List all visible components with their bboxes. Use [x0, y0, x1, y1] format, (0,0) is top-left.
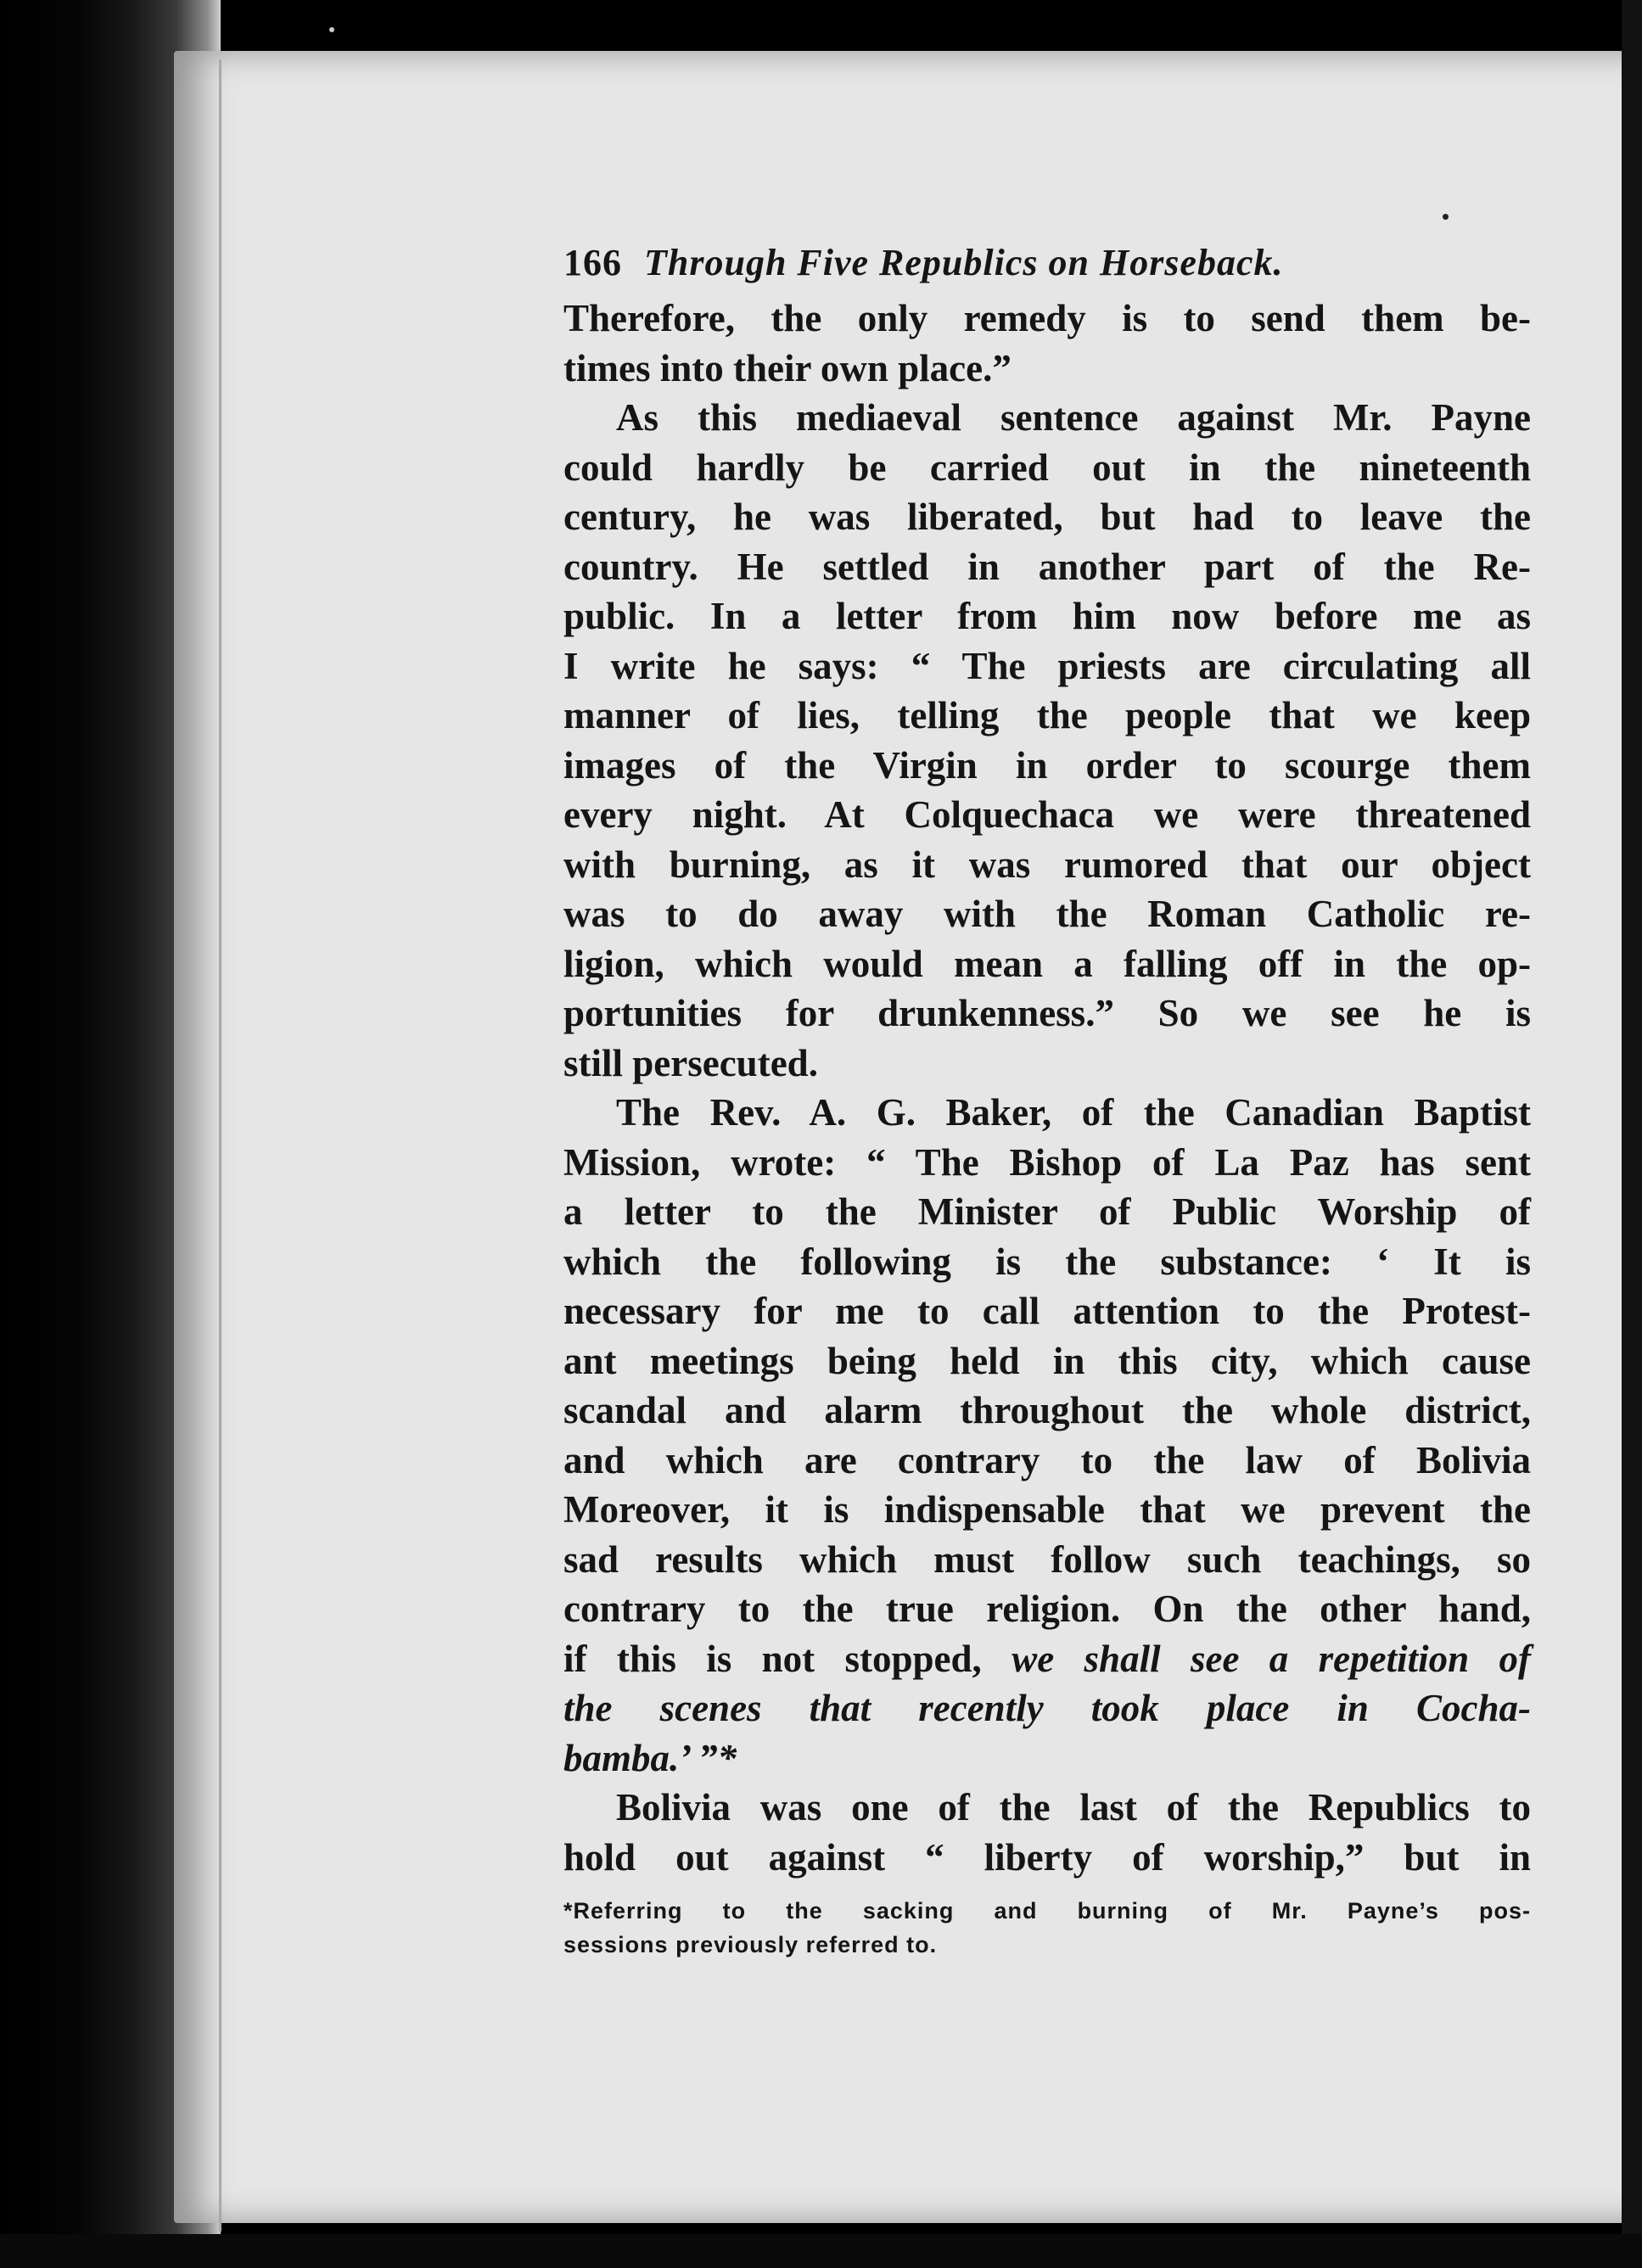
text-line [563, 790, 1531, 840]
line-text: ligion, which would mean a falling off in the op- [563, 942, 1531, 985]
running-header [563, 238, 1531, 294]
line-text: public. In a letter from him now before me as [563, 595, 1531, 637]
text-line [563, 1386, 1531, 1436]
text-line [563, 1683, 1531, 1733]
footnote [563, 1894, 1531, 1962]
line-text: necessary for me to call attention to the Protest- [563, 1290, 1531, 1332]
text-line [563, 1634, 1531, 1684]
text-line [563, 1088, 1531, 1138]
line-text: if this is not stopped, [563, 1637, 1012, 1680]
line-text-italic: we shall see a repetition of [1012, 1637, 1531, 1680]
line-text: every night. At Colquechaca we were threatened [563, 793, 1531, 836]
footnote-line: sessions previously referred to. [563, 1932, 938, 1957]
line-text: contrary to the true religion. On the other hand, [563, 1588, 1531, 1630]
line-text: still persecuted. [563, 1041, 818, 1084]
text-line [563, 1237, 1531, 1287]
text-line [563, 1138, 1531, 1188]
line-text: manner of lies, telling the people that we keep [563, 694, 1531, 736]
footnote-line: *Referring to the sacking and burning of Mr. Payne’s pos- [563, 1898, 1531, 1924]
line-text: ant meetings being held in this city, which cause [563, 1339, 1531, 1382]
text-line [563, 591, 1531, 641]
line-text: Mission, wrote: “ The Bishop of La Paz has sent [563, 1140, 1531, 1184]
running-title: Through Five Republics on Horseback. [644, 242, 1284, 283]
text-line [563, 344, 1531, 394]
text-line [563, 1535, 1531, 1585]
line-text: could hardly be carried out in the nineteenth [563, 445, 1531, 489]
line-text: The Rev. A. G. Baker, of the Canadian Baptist [616, 1091, 1531, 1134]
text-line [563, 1187, 1531, 1237]
text-line [563, 1783, 1531, 1833]
text-line [563, 1584, 1531, 1634]
line-text: Moreover, it is indispensable that we prevent the [563, 1488, 1531, 1531]
text-line [563, 294, 1531, 344]
line-text: scandal and alarm throughout the whole district, [563, 1389, 1531, 1431]
line-text: sad results which must follow such teachings, so [563, 1537, 1531, 1581]
body-text [563, 294, 1531, 1882]
line-text: I write he says: “ The priests are circulating all [563, 644, 1531, 687]
line-text: images of the Virgin in order to scourge them [563, 743, 1531, 787]
dust-speck [1443, 214, 1449, 220]
line-text: was to do away with the Roman Catholic re- [563, 893, 1531, 935]
text-line [563, 1733, 1531, 1784]
line-text: century, he was liberated, but had to leave the [563, 496, 1531, 538]
text-line [563, 393, 1531, 443]
text-line [563, 1833, 1531, 1883]
scan-right-border [1622, 0, 1642, 2268]
text-line [563, 492, 1531, 542]
text-line [563, 840, 1531, 890]
line-text: and which are contrary to the law of Bolivia [563, 1438, 1531, 1481]
text-line [563, 988, 1531, 1039]
line-text: a letter to the Minister of Public Worship of [563, 1190, 1531, 1233]
line-text: Bolivia was one of the last of the Republics to [616, 1786, 1531, 1828]
line-text: hold out against “ liberty of worship,” but in [563, 1835, 1531, 1879]
text-line [563, 741, 1531, 791]
page-number: 166 [563, 242, 622, 283]
text-line [563, 1336, 1531, 1386]
text-line [563, 542, 1531, 592]
text-line [563, 1485, 1531, 1535]
line-text: Therefore, the only remedy is to send them be- [563, 297, 1531, 339]
line-text-italic: the scenes that recently took place in Cocha- [563, 1687, 1531, 1729]
text-line [563, 1286, 1531, 1336]
line-text: times into their own place.” [563, 346, 1012, 389]
text-line [563, 691, 1531, 741]
page-inner-edge [219, 59, 221, 2232]
line-text: which the following is the substance: ‘ It is [563, 1240, 1531, 1283]
line-text: As this mediaeval sentence against Mr. Payne [616, 396, 1531, 439]
scan-bottom-border [0, 2234, 1642, 2268]
page-text [563, 238, 1531, 1962]
line-text: portunities for drunkenness.” So we see he is [563, 992, 1531, 1034]
dust-speck [329, 27, 334, 32]
text-line [563, 889, 1531, 939]
line-text: country. He settled in another part of the Re- [563, 545, 1531, 588]
text-line [563, 641, 1531, 692]
text-line [563, 1039, 1531, 1089]
text-line [563, 939, 1531, 989]
line-text-italic: bamba.’ ”* [563, 1736, 737, 1779]
line-text: with burning, as it was rumored that our object [563, 843, 1531, 886]
text-line [563, 443, 1531, 493]
text-line [563, 1436, 1531, 1486]
